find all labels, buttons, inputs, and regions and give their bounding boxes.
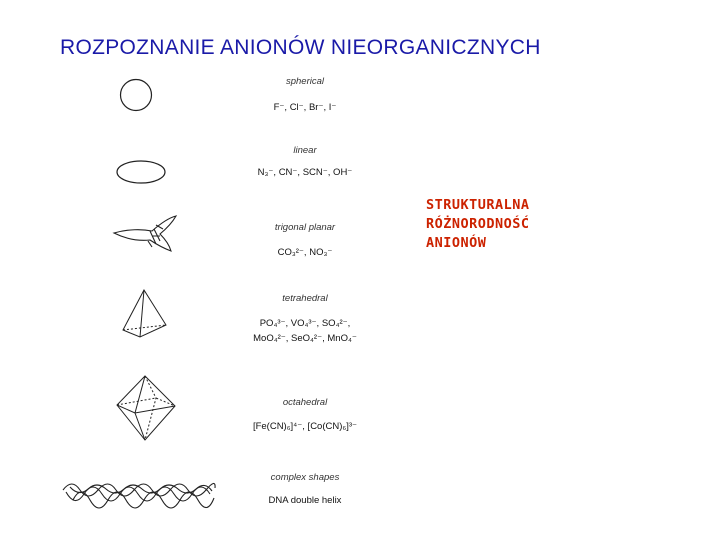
- category-tetrahedral-ions-line2: MoO₄²⁻, SeO₄²⁻, MnO₄⁻: [253, 333, 357, 344]
- side-caption-line: RÓŻNORODNOŚĆ: [426, 216, 530, 232]
- sphere-shape: [121, 80, 152, 111]
- category-octahedral-label: octahedral: [282, 397, 328, 408]
- tetrahedral-shape: [123, 290, 166, 337]
- category-tetrahedral-label: tetrahedral: [282, 293, 328, 304]
- category-spherical-label: spherical: [285, 76, 325, 87]
- side-caption-line: STRUKTURALNA: [426, 197, 530, 213]
- category-complex-label: complex shapes: [270, 472, 340, 483]
- category-tetrahedral-ions-line1: PO₄³⁻, VO₄³⁻, SO₄²⁻,: [259, 318, 351, 329]
- category-trigonal-label: trigonal planar: [274, 222, 336, 233]
- category-spherical-ions: F⁻, Cl⁻, Br⁻, I⁻: [273, 102, 337, 113]
- side-caption-line: ANIONÓW: [426, 235, 487, 251]
- category-complex-ions: DNA double helix: [268, 495, 342, 506]
- category-linear-ions: N₃⁻, CN⁻, SCN⁻, OH⁻: [257, 167, 353, 178]
- dna-helix-shape: [63, 483, 215, 508]
- side-caption: [426, 196, 530, 253]
- page-title: ROZPOZNANIE ANIONÓW NIEORGANICZNYCH: [60, 36, 541, 59]
- trigonal-planar-shape: [114, 216, 176, 251]
- octahedral-shape: [117, 376, 175, 440]
- category-octahedral-ions: [Fe(CN)₆]⁴⁻, [Co(CN)₆]³⁻: [252, 421, 358, 432]
- linear-shape: [117, 161, 165, 183]
- category-trigonal-ions: CO₃²⁻, NO₃⁻: [277, 247, 333, 258]
- category-linear-label: linear: [293, 145, 317, 156]
